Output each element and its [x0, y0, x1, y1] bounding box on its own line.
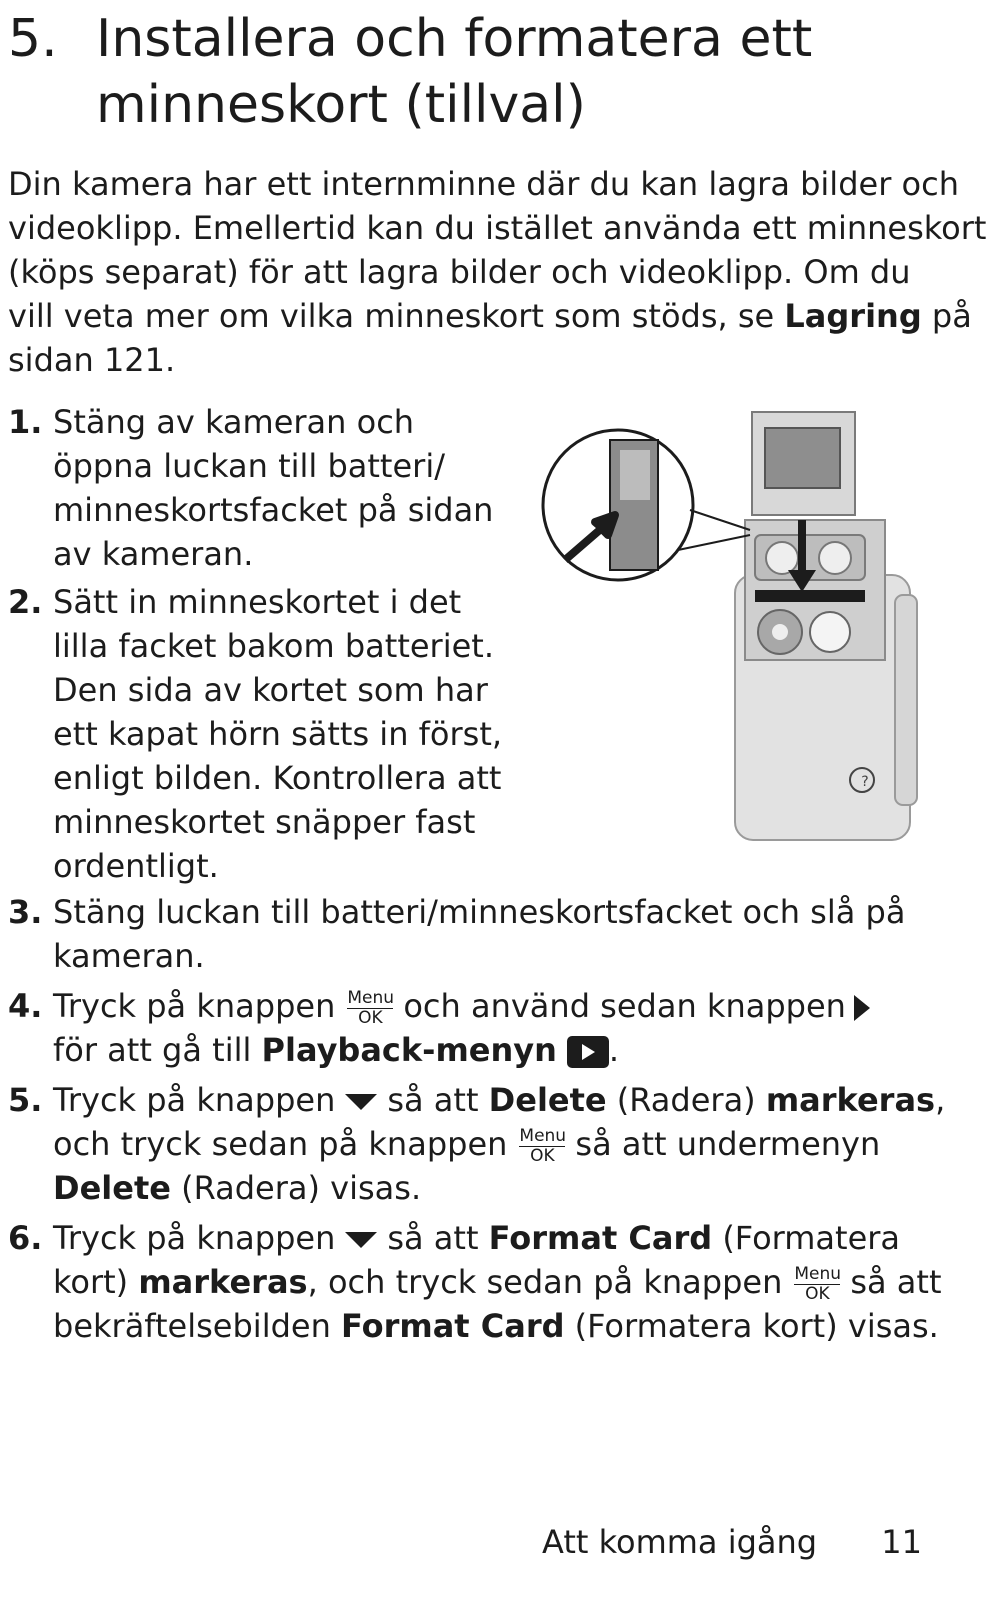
step-text: minneskortsfacket på sidan: [53, 491, 494, 529]
step-text: Stäng luckan till batteri/minneskortsfacket och slå på: [53, 893, 906, 931]
down-arrow-button-icon: [345, 1232, 377, 1248]
step-text: Tryck på knappen så att Format Card (Formatera: [53, 1219, 901, 1257]
step-text: Den sida av kortet som har: [53, 671, 488, 709]
page-number: 11: [881, 1523, 922, 1561]
step-text: av kameran.: [53, 535, 254, 573]
step-text: öppna luckan till batteri/: [53, 447, 445, 485]
memory-card-insertion-illustration: [540, 410, 930, 850]
step-number: 3.: [8, 893, 43, 931]
down-arrow-button-icon: [345, 1094, 377, 1110]
step-text: bekräftelsebilden Format Card (Formatera kort) visas.: [53, 1307, 939, 1345]
step-text: Tryck på knappen Menu OK och använd sedan knappen: [53, 984, 870, 1028]
step-text: Stäng av kameran och: [53, 403, 415, 441]
intro-line: sidan 121.: [8, 341, 176, 379]
intro-line: vill veta mer om vilka minneskort som stöds, se Lagring på: [8, 297, 972, 335]
intro-line: (köps separat) för att lagra bilder och videoklipp. Om du: [8, 253, 911, 291]
page-footer: [542, 1522, 922, 1562]
section-title-line2: minneskort (tillval): [96, 75, 586, 135]
step-text: lilla facket bakom batteriet.: [53, 627, 494, 665]
step-text: kort) markeras, och tryck sedan på knappen Menu OK så att: [53, 1263, 942, 1304]
camera-illustration: [735, 520, 917, 840]
step-text: Delete (Radera) visas.: [53, 1169, 422, 1207]
step-text: enligt bilden. Kontrollera att: [53, 759, 502, 797]
step-text: minneskortet snäpper fast: [53, 803, 476, 841]
step-text: kameran.: [53, 937, 205, 975]
right-arrow-button-icon: [854, 995, 870, 1021]
svg-text:?: ?: [861, 774, 869, 790]
section-number: 5.: [8, 9, 58, 69]
intro-line: videoklipp. Emellertid kan du istället använda ett minneskort: [8, 209, 986, 247]
zoom-detail: [543, 430, 750, 580]
step-text: ett kapat hörn sätts in först,: [53, 715, 503, 753]
menu-ok-button-icon: Menu OK: [794, 1264, 842, 1304]
step-number: 4.: [8, 987, 43, 1025]
menu-ok-button-icon: Menu OK: [519, 1126, 567, 1166]
step-number: 1.: [8, 403, 43, 441]
step-text: och tryck sedan på knappen Menu OK så att undermenyn: [53, 1125, 881, 1166]
step-number: 2.: [8, 583, 43, 621]
footer-section-title: Att komma igång: [542, 1523, 818, 1561]
step-number: 5.: [8, 1081, 43, 1119]
step-text: Sätt in minneskortet i det: [53, 583, 462, 621]
step-text: Tryck på knappen så att Delete (Radera) markeras,: [53, 1081, 946, 1119]
step-text: ordentligt.: [53, 847, 219, 885]
intro-paragraph: [8, 162, 986, 382]
storage-reference: Lagring: [784, 297, 922, 335]
step-text: för att gå till Playback-menyn .: [53, 1031, 620, 1069]
intro-line: Din kamera har ett internminne där du kan lagra bilder och: [8, 165, 959, 203]
menu-ok-button-icon: Menu OK: [347, 988, 395, 1028]
playback-icon: [567, 1036, 609, 1068]
step-number: 6.: [8, 1219, 43, 1257]
section-title-line1: Installera och formatera ett: [96, 9, 813, 69]
